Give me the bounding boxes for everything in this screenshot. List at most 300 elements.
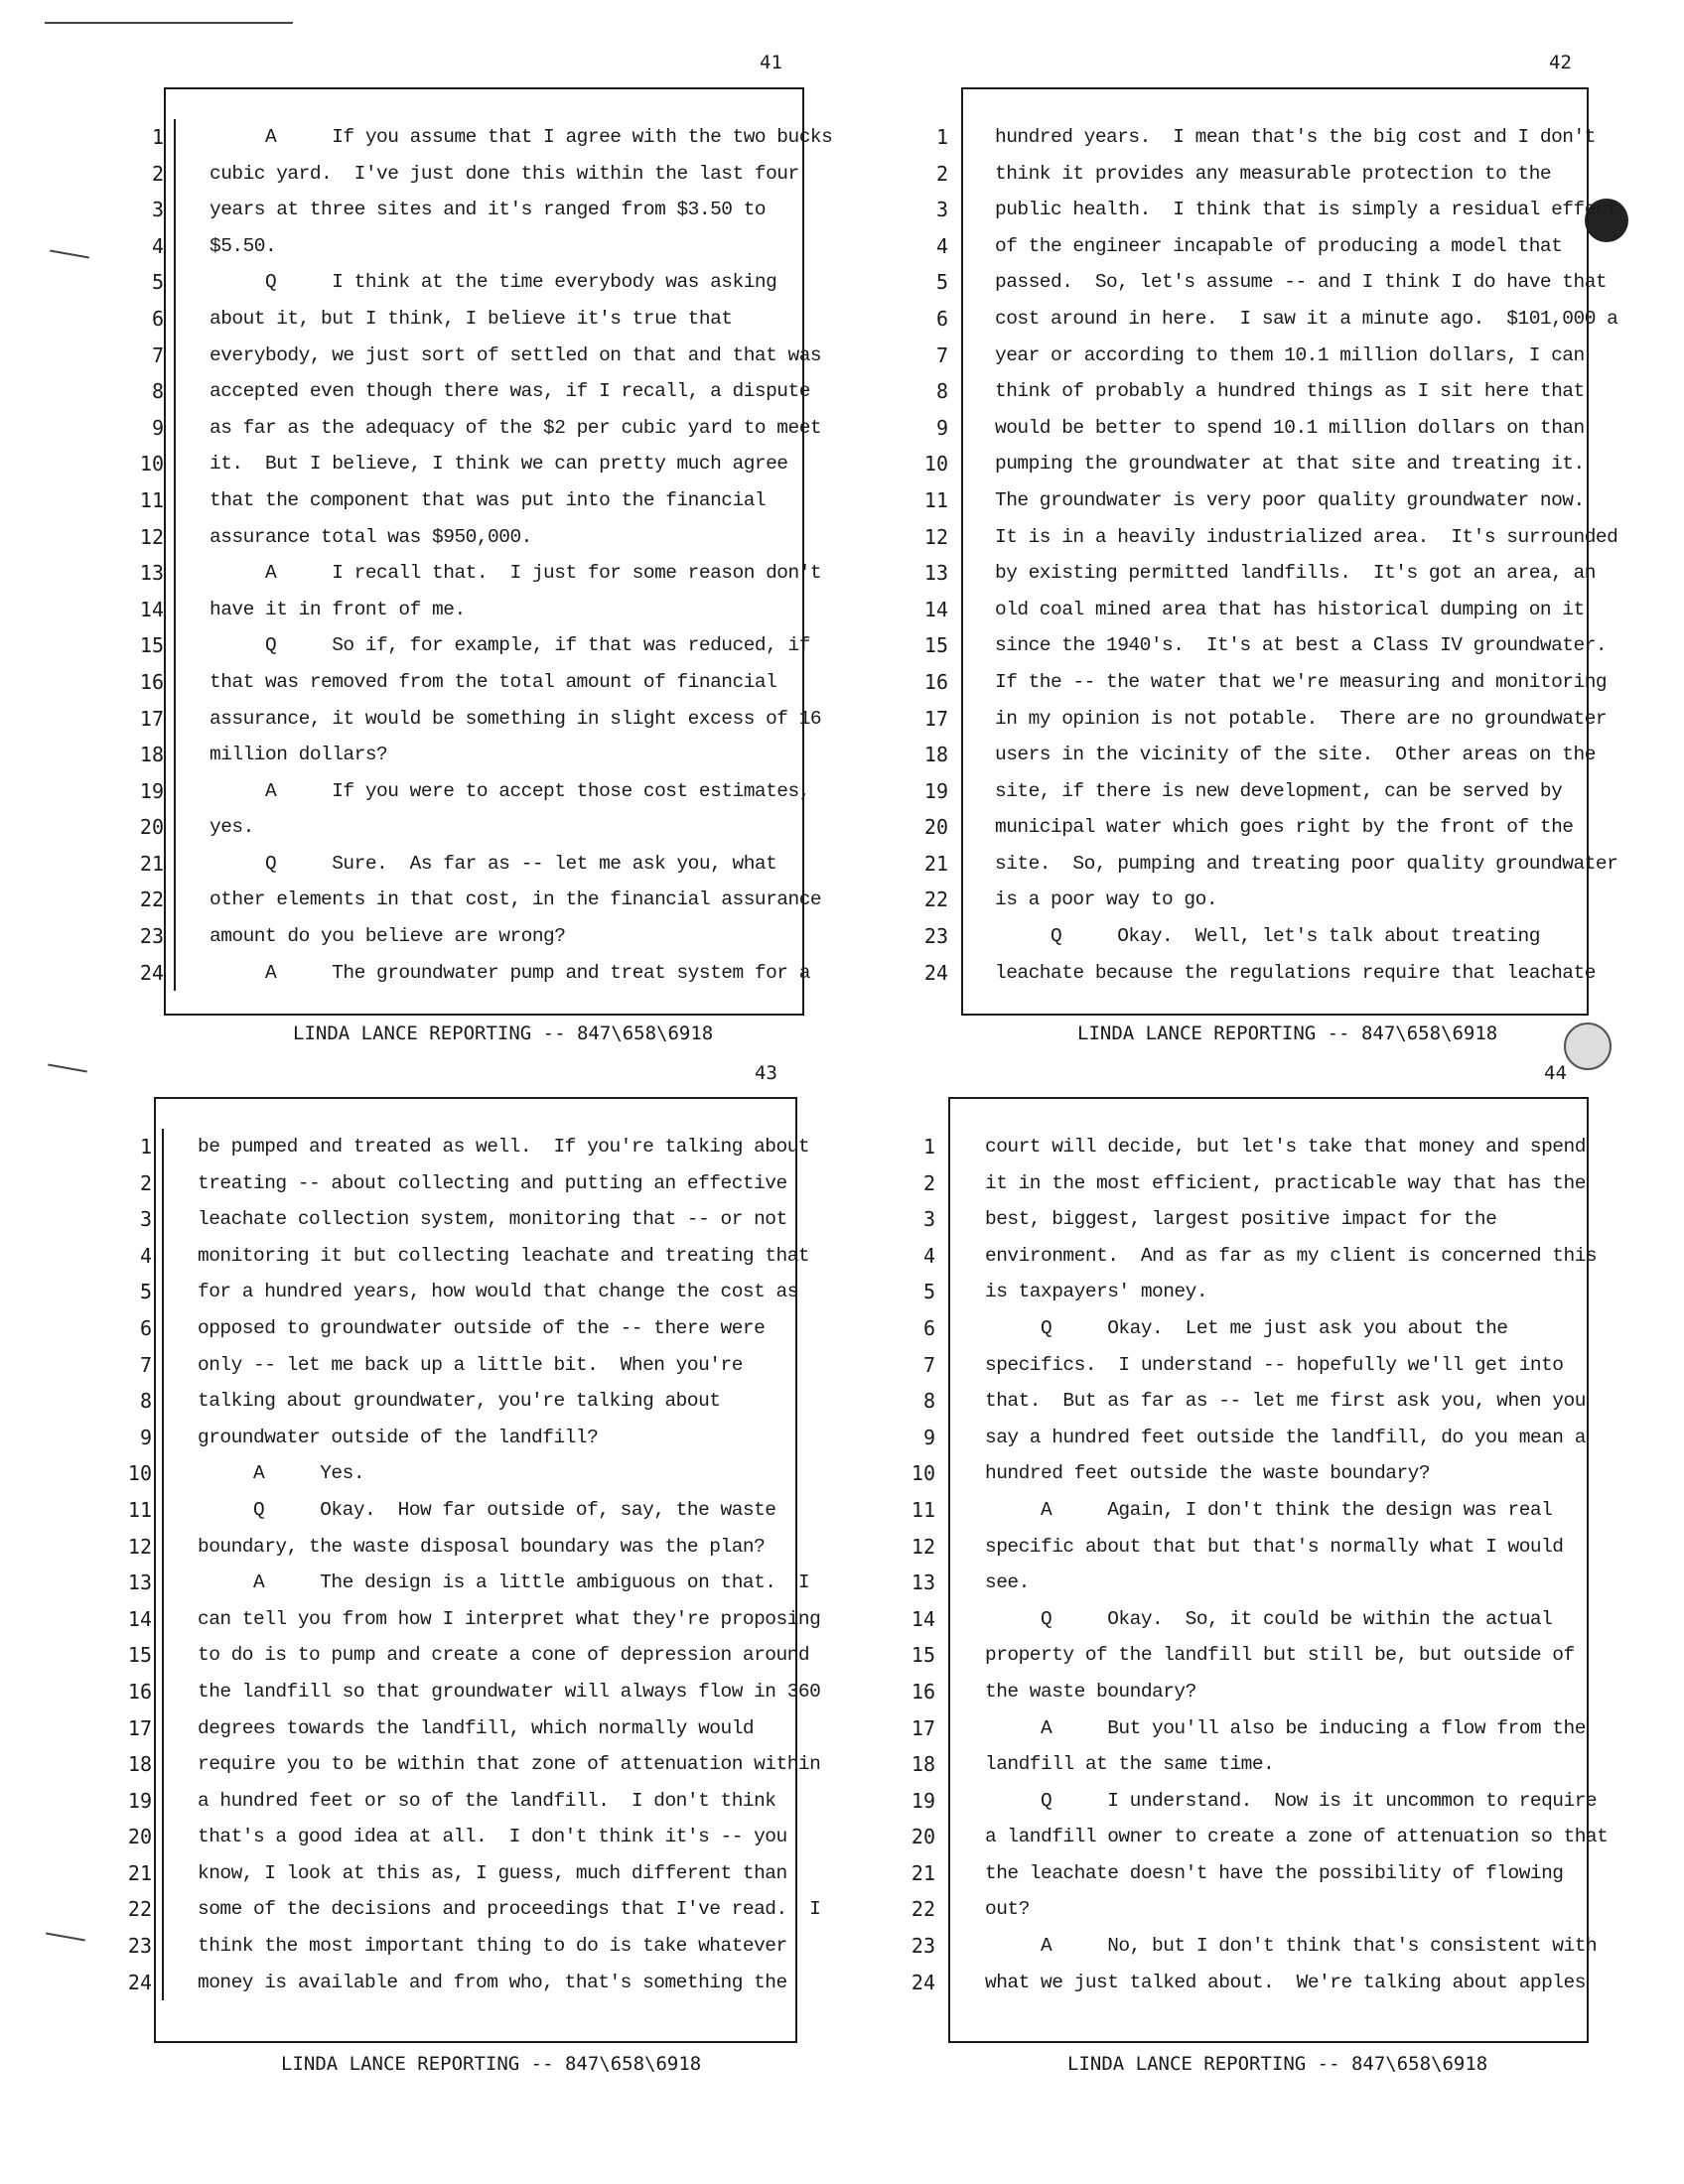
transcript-line [909, 264, 1608, 301]
line-number: 22 [923, 887, 948, 912]
transcript-lines [909, 119, 1618, 991]
hole-punch-middle [1564, 1023, 1612, 1070]
line-rule [948, 1492, 950, 1529]
transcript-line [909, 555, 1594, 592]
line-text: landfill at the same time. [985, 1753, 1275, 1776]
line-number: 18 [923, 743, 948, 767]
line-rule [174, 119, 176, 156]
line-text: treating -- about collecting and putting an effective [198, 1171, 787, 1194]
line-text: Q Okay. How far outside of, say, the waste [198, 1498, 776, 1521]
transcript-line [896, 1347, 1581, 1384]
line-number: 8 [935, 379, 948, 404]
line-text: is a poor way to go. [995, 888, 1218, 911]
line-number: 7 [922, 1352, 935, 1377]
line-number: 13 [127, 1570, 152, 1595]
margin-mark-2 [48, 1064, 87, 1073]
margin-mark-3 [46, 1933, 85, 1942]
line-number: 20 [139, 815, 164, 840]
line-rule [948, 1165, 950, 1202]
line-text: have it in front of me. [210, 598, 466, 620]
line-text: require you to be within that zone of attenuation within [198, 1753, 821, 1776]
line-rule [961, 228, 963, 265]
line-text: say a hundred feet outside the landfill, do you mean a [985, 1426, 1586, 1448]
transcript-line [896, 1383, 1586, 1420]
line-text: passed. So, let's assume -- and I think I do have that [995, 271, 1608, 294]
line-text: year or according to them 10.1 million dollars, I can [995, 343, 1585, 366]
line-rule [174, 701, 176, 738]
line-text: site, if there is new development, can be served by [995, 779, 1563, 802]
line-rule [948, 1819, 950, 1855]
line-number: 2 [151, 161, 164, 186]
page-footer: LINDA LANCE REPORTING -- 847\658\6918 [293, 1023, 714, 1044]
line-number: 7 [935, 342, 948, 367]
line-rule [174, 882, 176, 918]
line-rule [961, 446, 963, 482]
line-rule [948, 1274, 950, 1310]
transcript-line [124, 737, 809, 773]
line-number: 1 [139, 1135, 152, 1159]
line-rule [162, 1347, 164, 1384]
line-number: 5 [151, 270, 164, 295]
line-text: it in the most efficient, practicable way that has the [985, 1171, 1586, 1194]
line-number: 5 [935, 270, 948, 295]
line-number: 1 [922, 1135, 935, 1159]
line-rule [948, 1347, 950, 1384]
line-text: that was removed from the total amount of financial [210, 670, 777, 693]
transcript-line [896, 1529, 1581, 1566]
line-text: hundred feet outside the waste boundary? [985, 1462, 1431, 1485]
line-text: A The design is a little ambiguous on that. I [198, 1571, 810, 1594]
line-text: best, biggest, largest positive impact for the [985, 1208, 1497, 1231]
transcript-line [124, 338, 822, 374]
line-number: 9 [935, 415, 948, 440]
line-number: 14 [923, 597, 948, 621]
line-rule [162, 1165, 164, 1202]
line-text: public health. I think that is simply a residual effect [995, 199, 1618, 221]
line-number: 3 [922, 1207, 935, 1232]
line-rule [162, 1310, 164, 1347]
line-number: 6 [139, 1315, 152, 1340]
line-rule [961, 701, 963, 738]
transcript-line [896, 1783, 1598, 1820]
line-rule [961, 156, 963, 193]
line-text: A But you'll also be inducing a flow from the [985, 1716, 1586, 1739]
line-rule [961, 773, 963, 810]
line-text: think the most important thing to do is take whatever [198, 1935, 787, 1958]
line-number: 12 [923, 524, 948, 549]
line-text: that the component that was put into the financial [210, 488, 767, 511]
line-text: specifics. I understand -- hopefully we'll get into [985, 1353, 1564, 1376]
line-text: other elements in that cost, in the financial assurance [210, 888, 822, 911]
line-text: A I recall that. I just for some reason don't [210, 562, 822, 585]
line-rule [961, 846, 963, 883]
line-text: be pumped and treated as well. If you're talking about [198, 1136, 810, 1158]
line-number: 11 [911, 1497, 935, 1522]
line-rule [162, 1201, 164, 1238]
line-number: 12 [127, 1534, 152, 1559]
transcript-line [896, 1238, 1598, 1275]
line-text: out? [985, 1898, 1030, 1921]
line-number: 12 [139, 524, 164, 549]
transcript-line [124, 701, 822, 738]
line-rule [948, 1529, 950, 1566]
line-rule [162, 1746, 164, 1783]
line-text: Q Okay. So, it could be within the actual [985, 1607, 1553, 1630]
line-number: 14 [127, 1606, 152, 1631]
line-text: the leachate doesn't have the possibility of flowing [985, 1861, 1564, 1884]
line-text: hundred years. I mean that's the big cost and I don't [995, 126, 1596, 148]
line-number: 23 [923, 924, 948, 949]
line-text: that's a good idea at all. I don't think it's -- you [198, 1826, 787, 1848]
line-rule [948, 1201, 950, 1238]
line-rule [174, 482, 176, 519]
line-text: know, I look at this as, I guess, much different than [198, 1861, 787, 1884]
line-text: only -- let me back up a little bit. When you're [198, 1353, 743, 1376]
line-rule [948, 1891, 950, 1928]
transcript-line [124, 664, 809, 701]
line-rule [162, 1637, 164, 1674]
line-number: 19 [911, 1788, 935, 1813]
line-text: think it provides any measurable protection to the [995, 162, 1552, 185]
line-number: 13 [923, 561, 948, 586]
line-number: 8 [151, 379, 164, 404]
line-rule [961, 301, 963, 338]
line-text: see. [985, 1571, 1030, 1594]
line-number: 16 [911, 1679, 935, 1704]
line-rule [961, 192, 963, 228]
transcript-line [909, 156, 1594, 193]
transcript-line [112, 1637, 810, 1674]
line-rule [174, 846, 176, 883]
line-rule [961, 264, 963, 301]
transcript-line [124, 264, 809, 301]
line-number: 11 [127, 1497, 152, 1522]
line-number: 20 [127, 1825, 152, 1849]
line-text: amount do you believe are wrong? [210, 925, 566, 948]
transcript-lines [124, 119, 833, 991]
line-rule [162, 1274, 164, 1310]
line-text: leachate because the regulations require that leachate [995, 961, 1596, 984]
line-text: A Yes. [198, 1462, 365, 1485]
page-footer: LINDA LANCE REPORTING -- 847\658\6918 [281, 2053, 702, 2075]
line-number: 12 [911, 1534, 935, 1559]
line-number: 4 [922, 1243, 935, 1268]
transcript-line [909, 301, 1618, 338]
line-rule [961, 737, 963, 773]
line-text: If the -- the water that we're measuring and monitoring [995, 670, 1608, 693]
line-text: it. But I believe, I think we can pretty much agree [210, 453, 788, 476]
transcript-line [112, 1455, 797, 1492]
line-text: site. So, pumping and treating poor quality groundwater [995, 852, 1618, 875]
line-rule [174, 555, 176, 592]
line-number: 24 [911, 1970, 935, 1994]
line-number: 21 [911, 1860, 935, 1885]
line-text: yes. [210, 816, 254, 839]
line-rule [174, 192, 176, 228]
line-rule [174, 228, 176, 265]
transcript-line [896, 1565, 1581, 1601]
line-number: 11 [139, 487, 164, 512]
line-text: environment. And as far as my client is concerned this [985, 1244, 1598, 1267]
page-footer: LINDA LANCE REPORTING -- 847\658\6918 [1067, 2053, 1488, 2075]
line-rule [174, 737, 176, 773]
line-number: 15 [127, 1643, 152, 1668]
line-number: 22 [139, 887, 164, 912]
transcript-line [909, 482, 1594, 519]
line-number: 1 [935, 125, 948, 149]
line-number: 17 [911, 1715, 935, 1740]
line-rule [961, 119, 963, 156]
line-rule [174, 918, 176, 955]
transcript-line [112, 1238, 810, 1275]
transcript-line [124, 846, 809, 883]
transcript-lines [112, 1129, 821, 2000]
transcript-line [124, 918, 809, 955]
transcript-line [896, 1891, 1581, 1928]
line-rule [174, 301, 176, 338]
line-number: 10 [923, 452, 948, 477]
line-rule [162, 1601, 164, 1638]
line-number: 15 [139, 633, 164, 658]
line-rule [961, 519, 963, 556]
line-rule [961, 627, 963, 664]
transcript-line [909, 192, 1618, 228]
line-number: 2 [139, 1170, 152, 1195]
line-text: million dollars? [210, 744, 388, 766]
transcript-line [909, 701, 1608, 738]
line-rule [961, 918, 963, 955]
line-number: 6 [935, 306, 948, 331]
transcript-line [112, 1855, 797, 1892]
line-text: It is in a heavily industrialized area. It's surrounded [995, 525, 1618, 548]
line-number: 3 [139, 1207, 152, 1232]
transcript-line [112, 1529, 797, 1566]
transcript-line [909, 773, 1594, 810]
transcript-line [112, 1710, 797, 1747]
line-rule [162, 1855, 164, 1892]
line-text: the waste boundary? [985, 1680, 1196, 1703]
line-number: 16 [139, 669, 164, 694]
transcript-line [112, 1347, 797, 1384]
line-number: 3 [935, 198, 948, 222]
line-number: 21 [139, 851, 164, 876]
transcript-line [124, 882, 822, 918]
line-rule [174, 519, 176, 556]
transcript-line [112, 1492, 797, 1529]
line-rule [948, 1928, 950, 1965]
page-number: 42 [1549, 52, 1572, 73]
line-text: assurance, it would be something in slight excess of 16 [210, 707, 822, 730]
line-text: cubic yard. I've just done this within the last four [210, 162, 799, 185]
line-number: 8 [922, 1389, 935, 1414]
line-number: 22 [127, 1897, 152, 1922]
line-text: Q Okay. Well, let's talk about treating [995, 925, 1540, 948]
transcript-line [124, 228, 809, 265]
line-text: of the engineer incapable of producing a model that [995, 234, 1563, 257]
line-rule [948, 1129, 950, 1165]
line-number: 24 [127, 1970, 152, 1994]
line-text: specific about that but that's normally what I would [985, 1535, 1564, 1558]
line-text: boundary, the waste disposal boundary was the plan? [198, 1535, 766, 1558]
line-rule [174, 809, 176, 846]
line-number: 15 [911, 1643, 935, 1668]
page-number: 43 [755, 1062, 777, 1084]
transcript-line [909, 592, 1594, 628]
transcript-line [112, 1965, 797, 2001]
line-text: opposed to groundwater outside of the -- there were [198, 1316, 766, 1339]
line-text: A No, but I don't think that's consistent with [985, 1935, 1598, 1958]
scan-artifact-top-rule [45, 22, 293, 24]
line-number: 10 [139, 452, 164, 477]
transcript-line [909, 228, 1594, 265]
transcript-line [124, 809, 809, 846]
line-number: 4 [139, 1243, 152, 1268]
line-text: for a hundred years, how would that change the cost as [198, 1281, 798, 1303]
line-text: as far as the adequacy of the $2 per cubic yard to meet [210, 416, 822, 439]
transcript-line [112, 1165, 797, 1202]
transcript-line [896, 1455, 1581, 1492]
transcript-lines [896, 1129, 1609, 2000]
line-number: 6 [922, 1315, 935, 1340]
line-text: a landfill owner to create a zone of attenuation so that [985, 1826, 1609, 1848]
line-number: 10 [127, 1461, 152, 1486]
line-number: 8 [139, 1389, 152, 1414]
line-number: 20 [911, 1825, 935, 1849]
line-number: 2 [935, 161, 948, 186]
line-number: 16 [923, 669, 948, 694]
line-rule [174, 664, 176, 701]
line-number: 9 [922, 1425, 935, 1449]
line-text: talking about groundwater, you're talking about [198, 1390, 721, 1413]
transcript-line [896, 1710, 1586, 1747]
line-rule [162, 1783, 164, 1820]
line-text: pumping the groundwater at that site and treating it. [995, 453, 1585, 476]
transcript-line [124, 627, 809, 664]
line-text: what we just talked about. We're talking about apples [985, 1971, 1586, 1993]
transcript-line [124, 519, 809, 556]
line-text: A If you assume that I agree with the two bucks [210, 126, 833, 148]
transcript-line [896, 1965, 1586, 2001]
transcript-line [112, 1201, 797, 1238]
line-number: 14 [911, 1606, 935, 1631]
line-rule [948, 1746, 950, 1783]
line-rule [948, 1310, 950, 1347]
line-text: leachate collection system, monitoring that -- or not [198, 1208, 787, 1231]
line-rule [162, 1891, 164, 1928]
line-rule [948, 1674, 950, 1710]
line-rule [162, 1965, 164, 2001]
line-rule [948, 1238, 950, 1275]
line-number: 23 [911, 1934, 935, 1959]
transcript-line [124, 482, 809, 519]
line-rule [162, 1819, 164, 1855]
transcript-line [124, 192, 809, 228]
line-number: 5 [922, 1280, 935, 1304]
line-rule [162, 1238, 164, 1275]
line-text: is taxpayers' money. [985, 1281, 1208, 1303]
line-text: would be better to spend 10.1 million dollars on than [995, 416, 1585, 439]
transcript-line [909, 955, 1594, 992]
transcript-line [112, 1928, 797, 1965]
line-rule [162, 1492, 164, 1529]
line-number: 23 [139, 924, 164, 949]
line-rule [174, 264, 176, 301]
line-text: Q I understand. Now is it uncommon to require [985, 1789, 1598, 1812]
line-rule [162, 1420, 164, 1456]
line-number: 17 [127, 1715, 152, 1740]
line-rule [174, 338, 176, 374]
transcript-line [909, 664, 1608, 701]
line-number: 19 [139, 778, 164, 803]
line-rule [961, 410, 963, 447]
line-rule [948, 1601, 950, 1638]
line-number: 18 [127, 1752, 152, 1777]
line-rule [948, 1455, 950, 1492]
line-number: 18 [139, 743, 164, 767]
transcript-line [112, 1783, 797, 1820]
line-number: 22 [911, 1897, 935, 1922]
transcript-line [909, 410, 1594, 447]
transcript-line [909, 846, 1618, 883]
line-text: by existing permitted landfills. It's got an area, an [995, 562, 1596, 585]
line-rule [162, 1455, 164, 1492]
line-number: 7 [139, 1352, 152, 1377]
line-number: 13 [139, 561, 164, 586]
line-number: 7 [151, 342, 164, 367]
line-rule [961, 482, 963, 519]
transcript-line [112, 1891, 821, 1928]
line-number: 1 [151, 125, 164, 149]
line-text: old coal mined area that has historical dumping on it [995, 598, 1585, 620]
transcript-line [112, 1274, 797, 1310]
line-text: a hundred feet or so of the landfill. I don't think [198, 1789, 776, 1812]
transcript-line [124, 301, 809, 338]
transcript-line [112, 1383, 797, 1420]
line-rule [961, 882, 963, 918]
line-number: 24 [923, 960, 948, 985]
line-text: A The groundwater pump and treat system for a [210, 961, 810, 984]
line-rule [961, 555, 963, 592]
transcript-line [896, 1928, 1598, 1965]
line-number: 2 [922, 1170, 935, 1195]
transcript-line [124, 773, 809, 810]
transcript-line [896, 1420, 1586, 1456]
line-rule [948, 1383, 950, 1420]
line-text: about it, but I think, I believe it's true that [210, 307, 733, 330]
transcript-line [896, 1637, 1581, 1674]
line-text: since the 1940's. It's at best a Class IV groundwater. [995, 634, 1608, 657]
line-text: Q Sure. As far as -- let me ask you, what [210, 852, 777, 875]
transcript-line [896, 1674, 1581, 1710]
line-rule [948, 1710, 950, 1747]
line-rule [174, 627, 176, 664]
line-number: 11 [923, 487, 948, 512]
line-rule [961, 809, 963, 846]
line-text: can tell you from how I interpret what they're proposing [198, 1607, 821, 1630]
line-text: cost around in here. I saw it a minute ago. $101,000 a [995, 307, 1618, 330]
transcript-line [909, 918, 1594, 955]
line-text: accepted even though there was, if I recall, a dispute [210, 380, 810, 403]
line-rule [174, 773, 176, 810]
line-rule [162, 1383, 164, 1420]
line-rule [961, 373, 963, 410]
line-number: 18 [911, 1752, 935, 1777]
line-number: 9 [139, 1425, 152, 1449]
transcript-line [112, 1601, 821, 1638]
transcript-line [112, 1310, 797, 1347]
line-rule [961, 338, 963, 374]
line-rule [948, 1855, 950, 1892]
